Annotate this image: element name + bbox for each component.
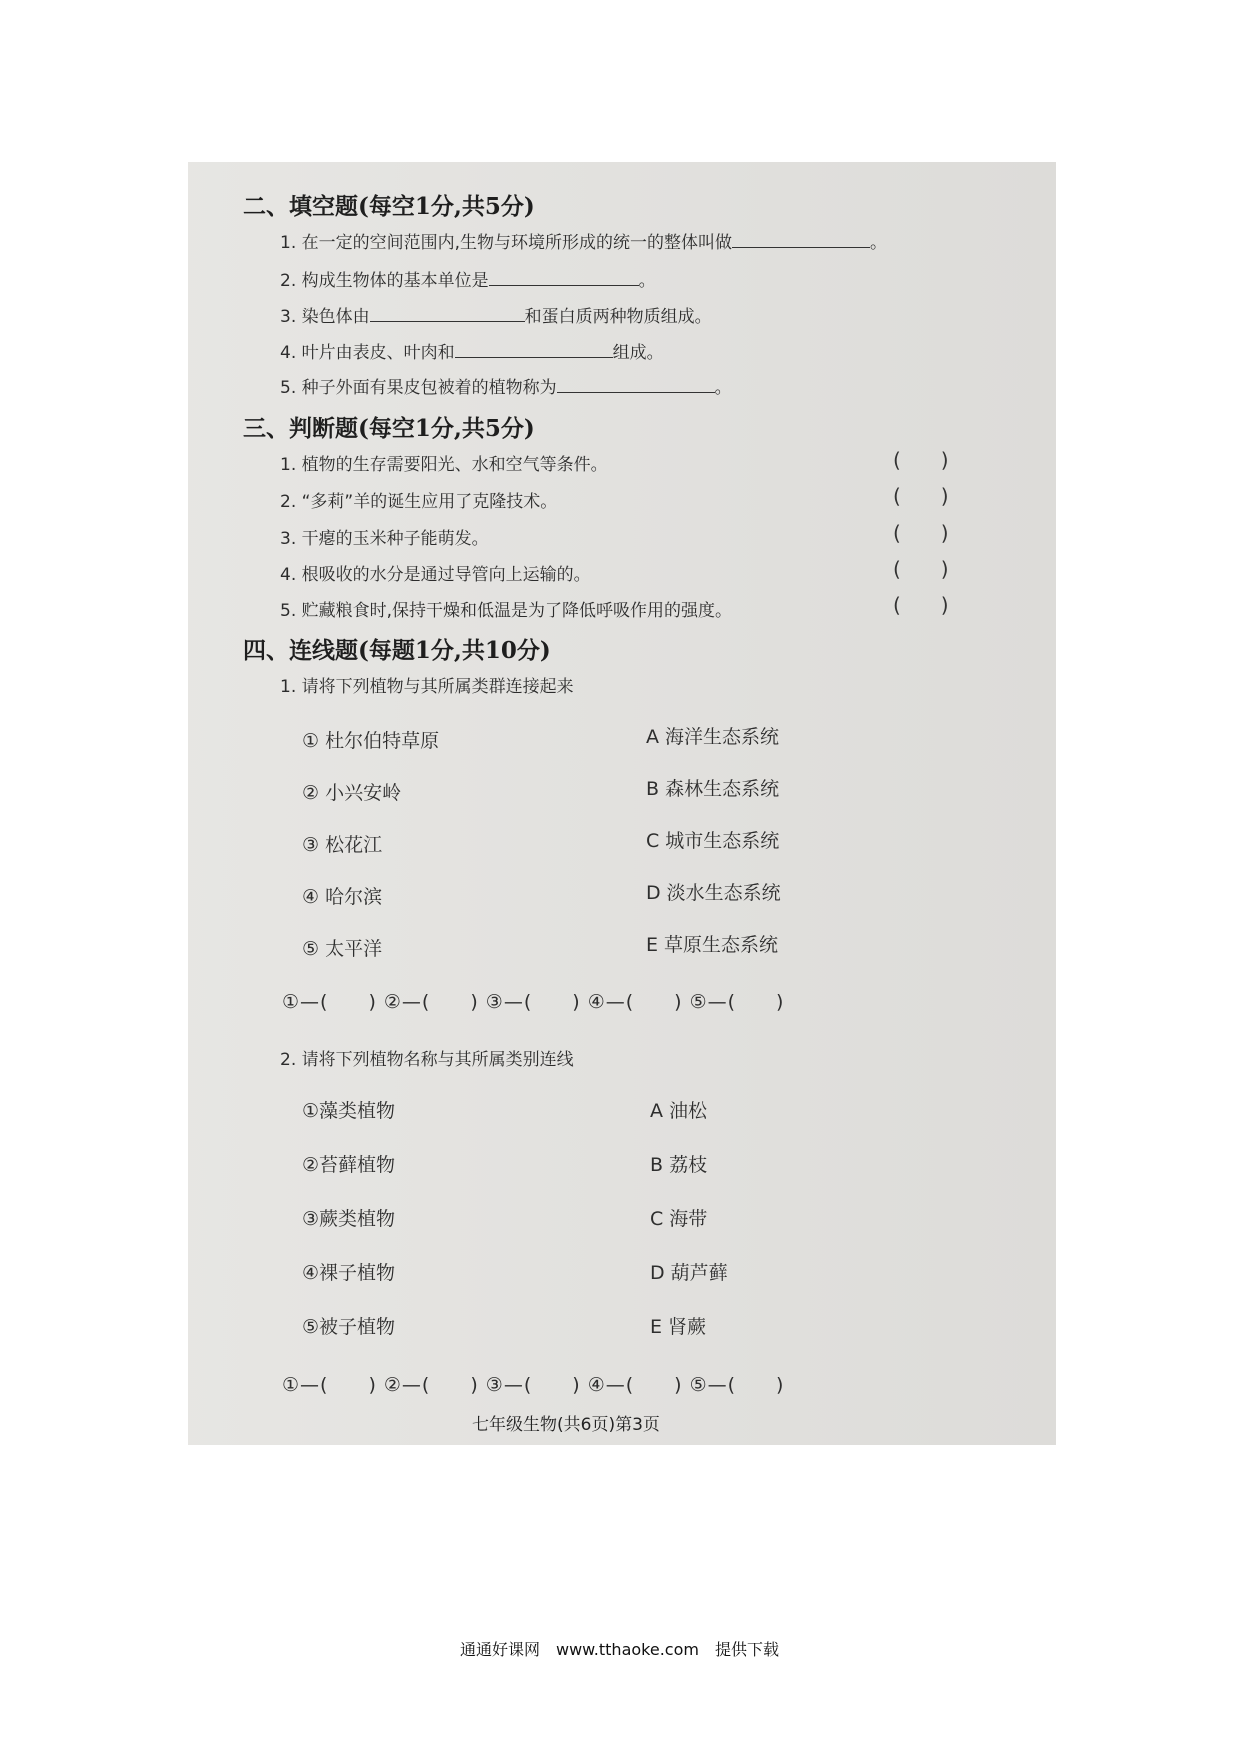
match1-right-item[interactable]: D 淡水生态系统 <box>646 882 781 904</box>
match1-left-item[interactable]: ② 小兴安岭 <box>302 782 402 804</box>
match1-left-item[interactable]: ③ 松花江 <box>302 834 383 856</box>
fill-q3-end: 和蛋白质两种物质组成。 <box>524 307 712 327</box>
fill-question-5 <box>280 373 732 398</box>
fill-question-1 <box>280 228 887 253</box>
site-credit: 通通好课网 www.tthaoke.com 提供下载 <box>460 1640 779 1659</box>
fill-q2-end: 。 <box>638 271 656 291</box>
fill-q2-text: 2. 构成生物体的基本单位是 <box>280 271 489 291</box>
answer-blank[interactable] <box>557 374 715 393</box>
match2-right-item[interactable]: B 荔枝 <box>650 1154 708 1176</box>
match2-left-item[interactable]: ①藻类植物 <box>302 1100 396 1122</box>
match1-left-item[interactable]: ① 杜尔伯特草原 <box>302 730 440 752</box>
match2-answer-row[interactable]: ①—( ) ②—( ) ③—( ) ④—( ) ⑤—( ) <box>282 1374 785 1396</box>
judge-question-1: 1. 植物的生存需要阳光、水和空气等条件。 <box>280 455 608 475</box>
fill-question-3 <box>280 302 712 327</box>
judge-answer-paren-5[interactable]: ( ) <box>893 593 949 617</box>
matching-heading: 四、连线题(每题1分,共10分) <box>243 637 551 664</box>
judge-question-2: 2. “多莉”羊的诞生应用了克隆技术。 <box>280 492 558 512</box>
match1-left-item[interactable]: ⑤ 太平洋 <box>302 938 383 960</box>
matching-q2-title: 2. 请将下列植物名称与其所属类别连线 <box>280 1050 574 1070</box>
match2-left-item[interactable]: ⑤被子植物 <box>302 1316 396 1338</box>
answer-blank[interactable] <box>370 303 525 322</box>
match1-right-item[interactable]: E 草原生态系统 <box>646 934 779 956</box>
match2-left-item[interactable]: ②苔藓植物 <box>302 1154 396 1176</box>
match1-left-item[interactable]: ④ 哈尔滨 <box>302 886 383 908</box>
fill-q5-text: 5. 种子外面有果皮包被着的植物称为 <box>280 378 557 398</box>
fill-blank-heading: 二、填空题(每空1分,共5分) <box>243 193 535 220</box>
match2-right-item[interactable]: E 肾蕨 <box>650 1316 707 1338</box>
judge-answer-paren-3[interactable]: ( ) <box>893 521 949 545</box>
judge-question-5: 5. 贮藏粮食时,保持干燥和低温是为了降低呼吸作用的强度。 <box>280 601 733 621</box>
fill-q4-end: 组成。 <box>612 343 664 363</box>
match2-right-item[interactable]: D 葫芦藓 <box>650 1262 728 1284</box>
answer-blank[interactable] <box>732 229 870 248</box>
judge-answer-paren-1[interactable]: ( ) <box>893 448 949 472</box>
fill-q1-end: 。 <box>870 233 888 253</box>
fill-question-2 <box>280 266 656 291</box>
fill-question-4 <box>280 338 664 363</box>
match1-right-item[interactable]: C 城市生态系统 <box>646 830 780 852</box>
judge-answer-paren-4[interactable]: ( ) <box>893 557 949 581</box>
match2-right-item[interactable]: C 海带 <box>650 1208 708 1230</box>
answer-blank[interactable] <box>455 339 613 358</box>
fill-q1-text: 1. 在一定的空间范围内,生物与环境所形成的统一的整体叫做 <box>280 233 733 253</box>
match1-right-item[interactable]: B 森林生态系统 <box>646 778 780 800</box>
match2-right-item[interactable]: A 油松 <box>650 1100 708 1122</box>
match1-answer-row[interactable]: ①—( ) ②—( ) ③—( ) ④—( ) ⑤—( ) <box>282 991 785 1013</box>
fill-q4-text: 4. 叶片由表皮、叶肉和 <box>280 343 455 363</box>
fill-q3-text: 3. 染色体由 <box>280 307 370 327</box>
fill-q5-end: 。 <box>714 378 732 398</box>
judge-question-4: 4. 根吸收的水分是通过导管向上运输的。 <box>280 565 591 585</box>
match2-left-item[interactable]: ④裸子植物 <box>302 1262 396 1284</box>
answer-blank[interactable] <box>489 267 639 286</box>
page-footer: 七年级生物(共6页)第3页 <box>472 1415 660 1435</box>
match2-left-item[interactable]: ③蕨类植物 <box>302 1208 396 1230</box>
judge-heading: 三、判断题(每空1分,共5分) <box>243 415 535 442</box>
judge-answer-paren-2[interactable]: ( ) <box>893 484 949 508</box>
matching-q1-title: 1. 请将下列植物与其所属类群连接起来 <box>280 677 574 697</box>
judge-question-3: 3. 干瘪的玉米种子能萌发。 <box>280 529 489 549</box>
match1-right-item[interactable]: A 海洋生态系统 <box>646 726 780 748</box>
